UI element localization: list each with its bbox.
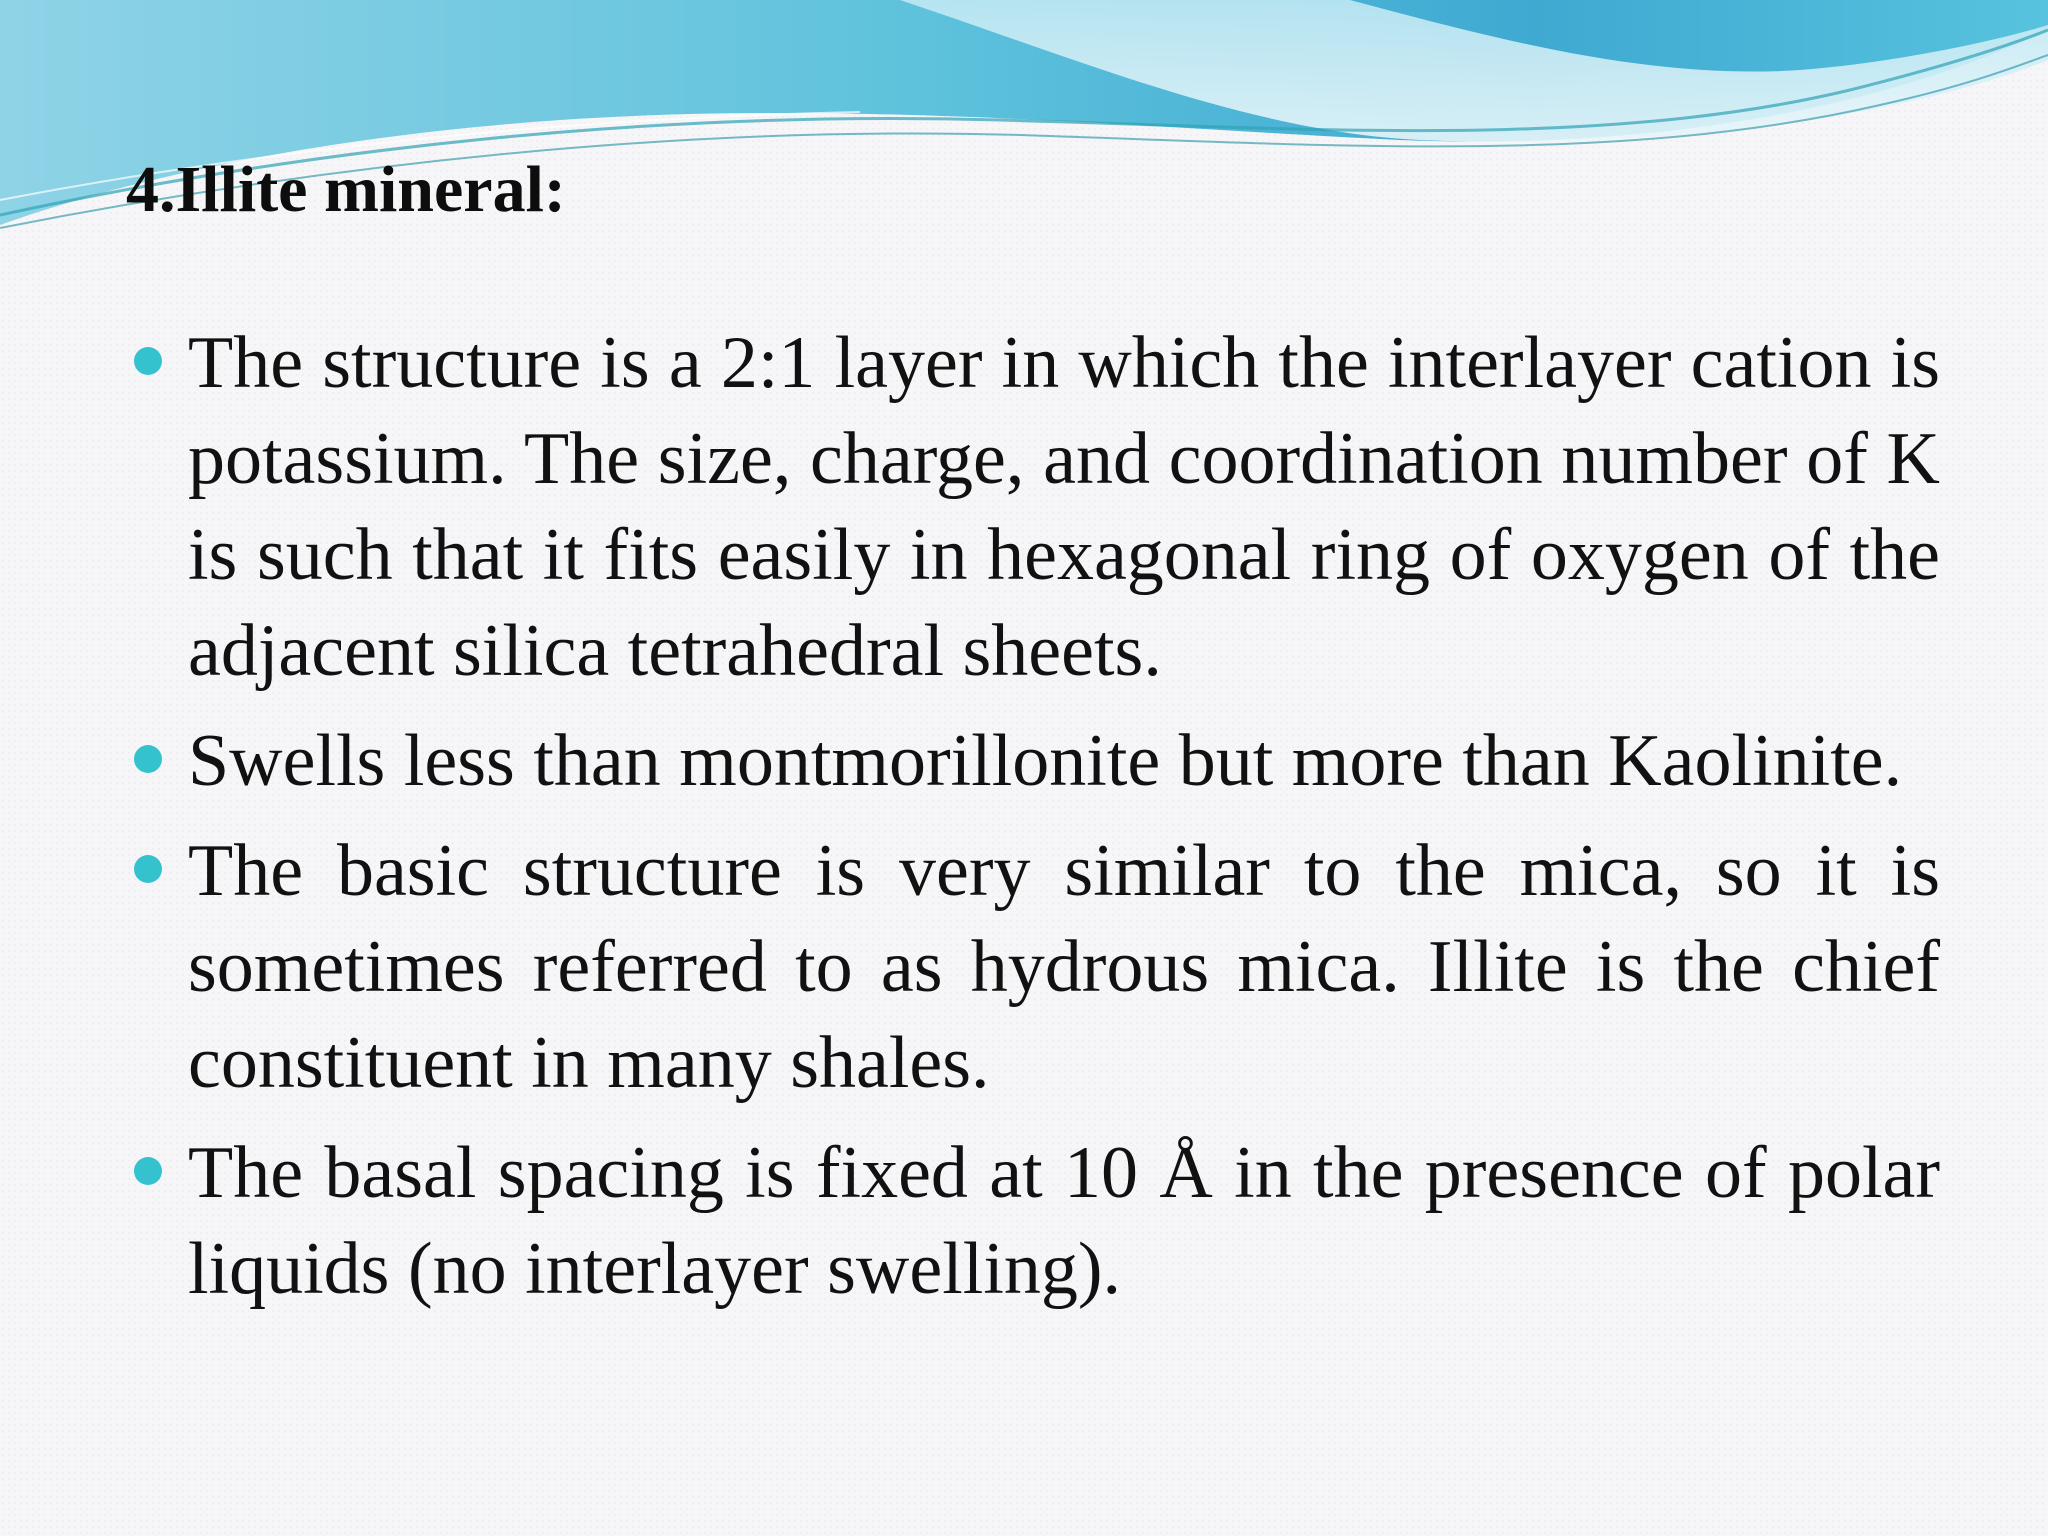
bullet-text: The structure is a 2:1 layer in which the interlayer cation is potassium. The size, charge, and coordination number of K is such that it fits easily in hexagonal ring of oxygen of the adjacent silica tetrahedral sheets. (188, 322, 1940, 692)
bullet-text: The basal spacing is fixed at 10 Å in the presence of polar liquids (no interlayer swelling). (188, 1132, 1940, 1310)
bullet-list (130, 315, 1940, 1331)
bullet-item (130, 823, 1940, 1111)
bullet-text: The basic structure is very similar to the mica, so it is sometimes referred to as hydrous mica. Illite is the chief constituent in many shales. (188, 830, 1940, 1104)
bullet-item (130, 713, 1940, 809)
bullet-dot-icon (134, 1157, 162, 1185)
bullet-item (130, 1125, 1940, 1317)
bullet-item (130, 315, 1940, 699)
bullet-text: Swells less than montmorillonite but more than Kaolinite. (188, 720, 1903, 802)
bullet-dot-icon (134, 855, 162, 883)
bullet-dot-icon (134, 745, 162, 773)
slide-title: 4.Illite mineral: (126, 153, 566, 226)
bullet-dot-icon (134, 347, 162, 375)
